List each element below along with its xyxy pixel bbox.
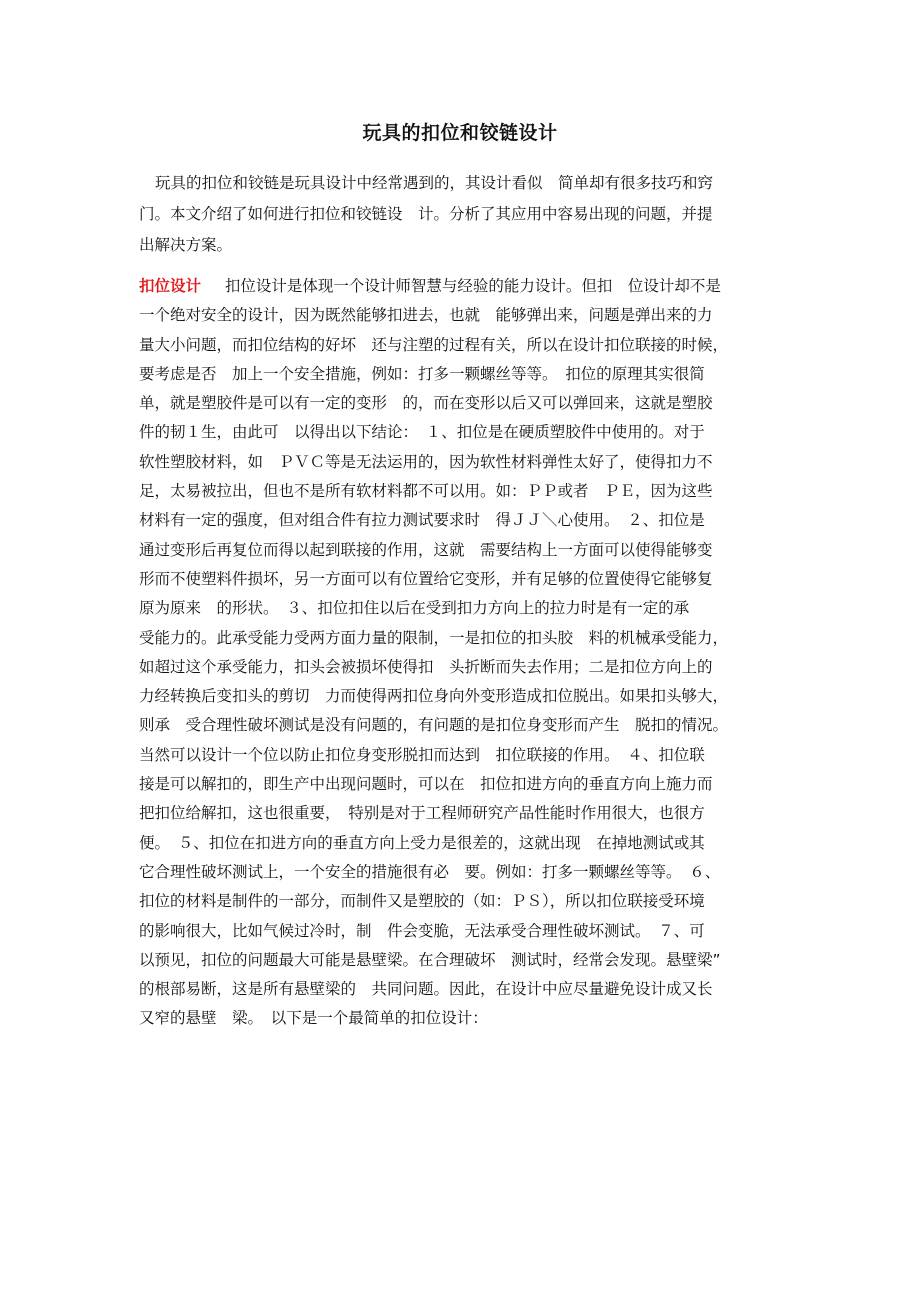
document-title: 玩具的扣位和铰链设计 [362,122,558,144]
section-line: 以预见，扣位的问题最大可能是悬壁梁。在合理破坏 测试时，经常会发现。悬壁梁” [139,950,721,969]
section-line: 要考虑是否 加上一个安全措施，例如：打多一颗螺丝等等。 扣位的原理其实很简 [139,364,705,383]
section-line: 形而不使塑料件损坏，另一方面可以有位置给它变形，并有足够的位置使得它能够复 [139,569,713,588]
section-line: 把扣位给解扣，这也很重要， 特别是对于工程师研究产品性能时作用很大，也很方 [139,804,705,823]
section-line: 便。 ５、扣位在扣进方向的垂直方向上受力是很差的，这就出现 在掉地测试或其 [139,833,705,852]
section-line: 足，太易被拉出，但也不是所有软材料都不可以用。如：ＰＰ或者 ＰＥ，因为这些 [139,482,713,501]
section-line: 则承 受合理性破坏测试是没有问题的，有问题的是扣位身变形而产生 脱扣的情况。 [139,716,729,735]
section-line: 件的韧１生，由此可 以得出以下结论： １、扣位是在硬质塑胶件中使用的。对于 [139,423,705,442]
section-line: 的根部易断，这是所有悬壁梁的 共同问题。因此，在设计中应尽量避免设计成又长 [139,980,713,999]
section-line: 它合理性破坏测试上，一个安全的措施很有必 要。例如：打多一颗螺丝等等。 ６、 [139,862,721,881]
section-line: 原为原来 的形状。 ３、扣位扣住以后在受到扣力方向上的拉力时是有一定的承 [139,599,690,618]
section-line: 力经转换后变扣头的剪切 力而使得两扣位身向外变形造成扣位脱出。如果扣头够大， [139,687,729,706]
section-heading: 扣位设计 [139,277,202,295]
section-line: 又窄的悬壁 梁。 以下是一个最简单的扣位设计： [139,1009,488,1028]
intro-line: 门。本文介绍了如何进行扣位和铰链设 计。分析了其应用中容易出现的问题，并提 [139,205,713,223]
section-line: 如超过这个承受能力，扣头会被损坏使得扣 头折断而失去作用；二是扣位方向上的 [139,657,713,676]
section-line: 量大小问题，而扣位结构的好坏 还与注塑的过程有关，所以在设计扣位联接的时候， [139,335,729,354]
section-line: 当然可以设计一个位以防止扣位身变形脱扣而达到 扣位联接的作用。 ４、扣位联 [139,745,705,764]
clip-design-section [139,272,799,1034]
section-line: 软性塑胶材料，如 ＰＶＣ等是无法运用的，因为软性材料弹性太好了，使得扣力不 [139,452,713,471]
section-line: 的影响很大，比如气候过冷时，制 件会变脆，无法承受合理性破坏测试。 ７、可 [139,921,705,940]
section-line: 受能力的。此承受能力受两方面力量的限制，一是扣位的扣头胶 料的机械承受能力， [139,628,729,647]
section-line: 接是可以解扣的，即生产中出现问题时，可以在 扣位扣进方向的垂直方向上施力而 [139,775,713,794]
intro-line: 玩具的扣位和铰链是玩具设计中经常遇到的，其设计看似 简单却有很多技巧和窍 [155,174,714,192]
section-first-line-text: 扣位设计是体现一个设计师智慧与经验的能力设计。但扣 位设计却不是 [224,277,721,295]
intro-paragraph [139,168,794,261]
section-line: 一个绝对安全的设计，因为既然能够扣进去，也就 能够弹出来，问题是弹出来的力 [139,306,713,325]
section-line: 扣位的材料是制件的一部分，而制件又是塑胶的（如：ＰＳ），所以扣位联接受环境 [139,892,705,911]
intro-line: 出解决方案。 [139,236,233,254]
section-line: 材料有一定的强度，但对组合件有拉力测试要求时 得ＪＪ＼心使用。 ２、扣位是 [139,511,705,530]
section-line: 单，就是塑胶件是可以有一定的变形 的，而在变形以后又可以弹回来，这就是塑胶 [139,394,713,413]
section-first-line [139,272,799,301]
section-line: 通过变形后再复位而得以起到联接的作用，这就 需要结构上一方面可以使得能够变 [139,540,713,559]
